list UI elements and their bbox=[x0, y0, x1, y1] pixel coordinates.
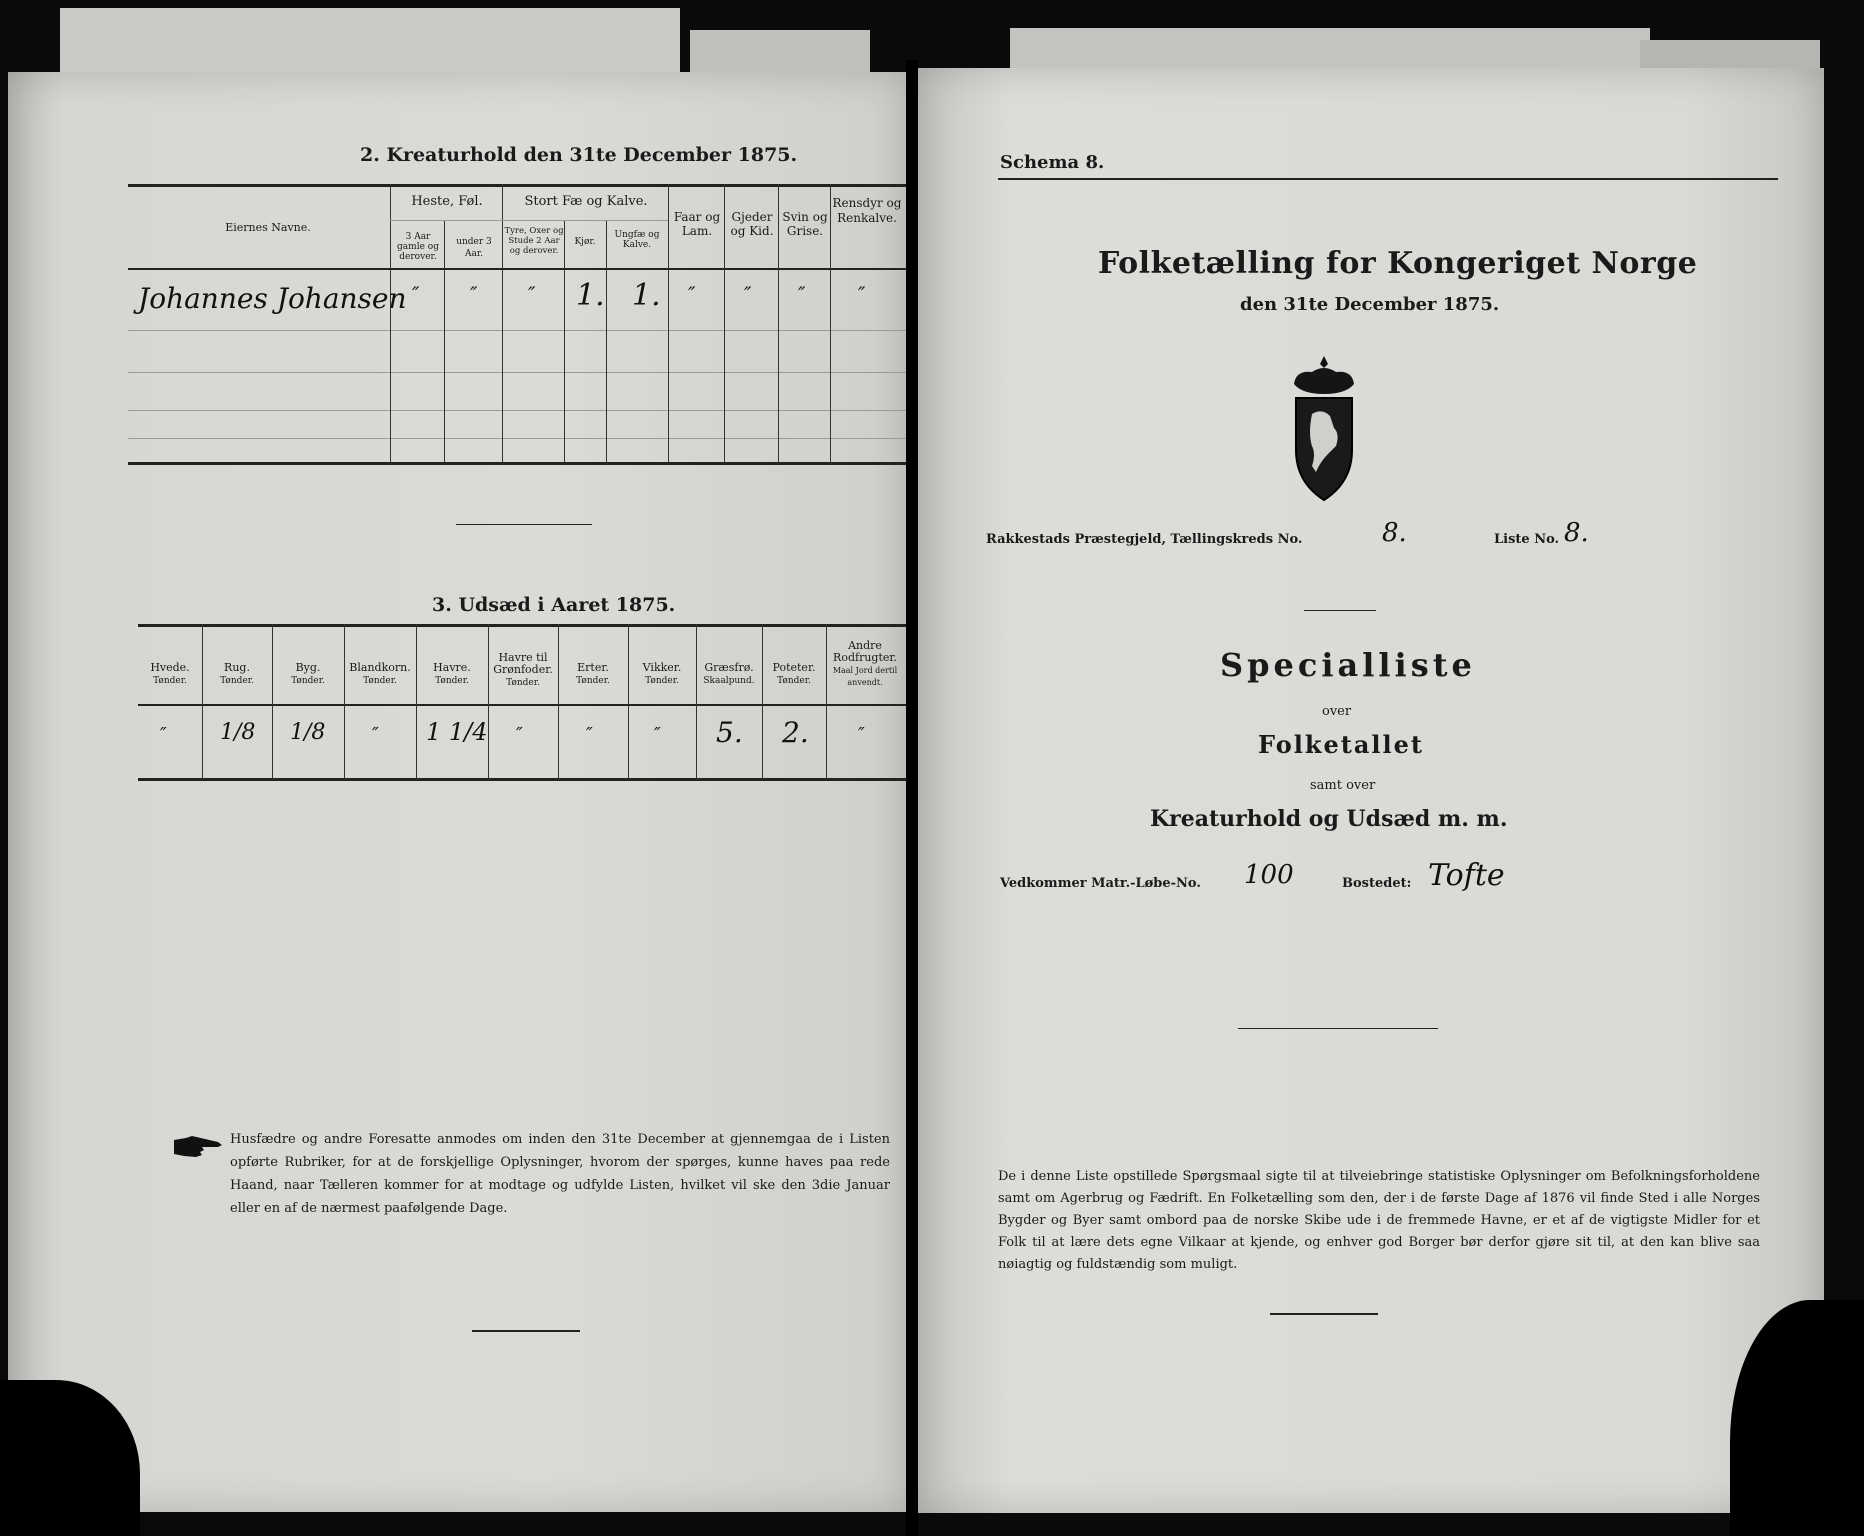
header-havre-gronfoder bbox=[488, 652, 558, 689]
seed-cell-vikker: ″ bbox=[654, 724, 661, 745]
separator-rule bbox=[1304, 610, 1376, 611]
seed-cell-blandkorn: ″ bbox=[372, 724, 379, 745]
column-divider bbox=[416, 624, 417, 780]
census-date: den 31te December 1875. bbox=[1240, 294, 1500, 315]
separator-rule bbox=[456, 524, 592, 525]
header-erter-unit: Tønder. bbox=[576, 676, 610, 686]
cell-cattle-young: 1. bbox=[632, 278, 661, 313]
owner-name: Johannes Johansen bbox=[138, 282, 407, 315]
header-havre-unit: Tønder. bbox=[435, 676, 469, 686]
header-poteter-name: Poteter. bbox=[772, 661, 816, 674]
column-divider bbox=[668, 184, 669, 464]
column-divider bbox=[606, 220, 607, 464]
list-label: Liste No. bbox=[1494, 532, 1560, 547]
seed-cell-andre: ″ bbox=[858, 724, 865, 745]
seed-cell-erter: ″ bbox=[586, 724, 593, 745]
district-label: Rakkestads Præstegjeld, Tællingskreds No. bbox=[986, 532, 1303, 547]
header-vikker-unit: Tønder. bbox=[645, 676, 679, 686]
header-poteter bbox=[762, 662, 826, 687]
column-divider bbox=[202, 624, 203, 780]
table-rule bbox=[138, 778, 906, 781]
bostedet-label: Bostedet: bbox=[1342, 876, 1412, 891]
header-havre-gronfoder-unit: Tønder. bbox=[506, 678, 540, 688]
norway-coat-of-arms-icon bbox=[1282, 354, 1366, 504]
header-erter bbox=[558, 662, 628, 687]
column-divider bbox=[444, 220, 445, 464]
column-divider bbox=[778, 184, 779, 464]
left-page bbox=[8, 72, 906, 1512]
right-page bbox=[918, 68, 1824, 1513]
header-andre-rodfrugter-name: Andre Rodfrugter. bbox=[833, 639, 897, 664]
header-graesfro bbox=[696, 662, 762, 687]
header-hvede bbox=[138, 662, 202, 687]
matr-label: Vedkommer Matr.-Løbe-No. bbox=[1000, 876, 1201, 891]
header-vikker bbox=[628, 662, 696, 687]
table-rule bbox=[138, 624, 906, 627]
census-title: Folketælling for Kongeriget Norge bbox=[1098, 246, 1698, 281]
bostedet-value: Tofte bbox=[1428, 858, 1505, 893]
header-graesfro-unit: Skaalpund. bbox=[703, 676, 755, 686]
header-reindeer: Rensdyr og Renkalve. bbox=[832, 196, 902, 225]
binding-gap bbox=[906, 60, 918, 1536]
table-rule bbox=[138, 704, 906, 706]
column-divider bbox=[558, 624, 559, 780]
header-erter-name: Erter. bbox=[577, 661, 609, 674]
header-goats: Gjeder og Kid. bbox=[730, 210, 774, 238]
header-rug-name: Rug. bbox=[224, 661, 250, 674]
samt-over-label: samt over bbox=[1310, 778, 1376, 793]
table-rule bbox=[128, 330, 906, 331]
table-rule bbox=[128, 268, 906, 270]
district-number: 8. bbox=[1382, 518, 1407, 548]
column-divider bbox=[390, 184, 391, 464]
seed-cell-rug: 1/8 bbox=[220, 720, 256, 745]
column-divider bbox=[272, 624, 273, 780]
header-horses-sub2: under 3 Aar. bbox=[456, 237, 492, 259]
header-cattle-sub2: Kjør. bbox=[574, 237, 596, 247]
torn-paper-strip bbox=[1010, 28, 1650, 70]
torn-paper-strip bbox=[60, 8, 680, 74]
purpose-paragraph: De i denne Liste opstillede Spørgsmaal sigte til at tilveiebringe statistiske Oplysninger om Befolkningsforholdene samt om Agerbrug og Fædrift. En Folketælling som den, der i de første Dage af 1876 vil finde Sted i alle Norges Bygder og Byer samt ombord paa de norske Skibe ude i de fremmede Havne, er et af de vigtigste Midler for et Folk til at lære dets egne Vilkaar at kjende, og enhver god Borger bør derfor gjøre sit til, at den kan blive saa nøiagtig og fuldstændig som muligt. bbox=[998, 1169, 1760, 1272]
separator-rule bbox=[1270, 1313, 1378, 1315]
seed-cell-byg: 1/8 bbox=[290, 720, 326, 745]
header-hvede-name: Hvede. bbox=[150, 661, 190, 674]
seed-cell-havre-gronfoder: ″ bbox=[516, 724, 523, 745]
separator-rule bbox=[472, 1330, 580, 1332]
table-rule bbox=[128, 184, 906, 187]
seed-cell-havre: 1 1/4 bbox=[426, 718, 488, 746]
folketallet-title: Folketallet bbox=[1258, 730, 1424, 759]
cell-pigs: ″ bbox=[798, 282, 806, 306]
seed-cell-graesfro: 5. bbox=[716, 716, 743, 749]
column-divider bbox=[696, 624, 697, 780]
cell-horses-3yr: ″ bbox=[412, 282, 420, 306]
cell-horses-under3: ″ bbox=[470, 282, 478, 306]
header-havre-name: Havre. bbox=[433, 661, 471, 674]
header-andre-rodfrugter-unit: Maal Jord dertil anvendt. bbox=[832, 666, 898, 687]
separator-rule bbox=[1238, 1028, 1438, 1029]
cell-cattle-bulls: ″ bbox=[528, 282, 536, 306]
schema-label: Schema 8. bbox=[1000, 152, 1105, 173]
column-divider bbox=[502, 184, 503, 464]
header-horses: Heste, Føl. bbox=[411, 194, 483, 209]
column-divider bbox=[830, 184, 831, 464]
over-label: over bbox=[1322, 704, 1352, 719]
header-byg bbox=[272, 662, 344, 687]
section2-title: 2. Kreaturhold den 31te December 1875. bbox=[360, 144, 798, 166]
column-divider bbox=[488, 624, 489, 780]
header-rug-unit: Tønder. bbox=[220, 676, 254, 686]
column-divider bbox=[564, 220, 565, 464]
list-number: 8. bbox=[1564, 518, 1589, 548]
top-rule bbox=[998, 178, 1778, 180]
header-horses-sub1: 3 Aar gamle og derover. bbox=[397, 232, 439, 262]
torn-paper-strip bbox=[690, 30, 870, 74]
header-blandkorn-name: Blandkorn. bbox=[349, 661, 411, 674]
table-rule bbox=[128, 462, 906, 465]
header-blandkorn bbox=[344, 662, 416, 687]
header-graesfro-name: Græsfrø. bbox=[704, 661, 754, 674]
table-rule bbox=[128, 410, 906, 411]
subheader-rule bbox=[390, 220, 668, 221]
section3-title: 3. Udsæd i Aaret 1875. bbox=[432, 594, 676, 616]
header-cattle: Stort Fæ og Kalve. bbox=[524, 194, 648, 209]
header-vikker-name: Vikker. bbox=[642, 661, 682, 674]
header-havre bbox=[416, 662, 488, 687]
header-blandkorn-unit: Tønder. bbox=[363, 676, 397, 686]
column-divider bbox=[344, 624, 345, 780]
cell-sheep: ″ bbox=[688, 282, 696, 306]
header-poteter-unit: Tønder. bbox=[777, 676, 811, 686]
header-byg-name: Byg. bbox=[295, 661, 321, 674]
header-andre-rodfrugter bbox=[826, 640, 904, 688]
header-pigs: Svin og Grise. bbox=[782, 210, 828, 238]
header-byg-unit: Tønder. bbox=[291, 676, 325, 686]
header-rug bbox=[202, 662, 272, 687]
table-rule bbox=[128, 372, 906, 373]
matr-number: 100 bbox=[1244, 860, 1294, 890]
header-hvede-unit: Tønder. bbox=[153, 676, 187, 686]
header-cattle-sub3: Ungfæ og Kalve. bbox=[614, 230, 660, 250]
column-divider bbox=[762, 624, 763, 780]
specialliste-title: Specialliste bbox=[1220, 646, 1476, 684]
header-havre-gronfoder-name: Havre til Grønfoder. bbox=[493, 651, 553, 676]
kreaturhold-title: Kreaturhold og Udsæd m. m. bbox=[1150, 806, 1508, 832]
header-sheep: Faar og Lam. bbox=[673, 210, 721, 238]
table-rule bbox=[128, 438, 906, 439]
column-divider bbox=[628, 624, 629, 780]
header-owner: Eiernes Navne. bbox=[225, 221, 311, 234]
column-divider bbox=[724, 184, 725, 464]
cell-goats: ″ bbox=[744, 282, 752, 306]
householder-note: Husfædre og andre Foresatte anmodes om inden den 31te December at gjennemgaa de i Listen opførte Rubriker, for at de forskjellige Oplysninger, hvorom der spørges, kunne haves paa rede Haand, naar Tælleren kommer for at modtage og udfylde Listen, hvilket vil ske den 3die Januar eller en af de nærmest paafølgende Dage. bbox=[230, 1132, 890, 1216]
header-cattle-sub1: Tyre, Oxer og Stude 2 Aar og derover. bbox=[504, 226, 564, 256]
pointing-hand-icon bbox=[172, 1134, 224, 1160]
cell-reindeer: ″ bbox=[858, 282, 866, 306]
seed-cell-hvede: ″ bbox=[160, 724, 167, 745]
seed-cell-poteter: 2. bbox=[782, 716, 809, 749]
cell-cattle-cows: 1. bbox=[576, 278, 605, 313]
